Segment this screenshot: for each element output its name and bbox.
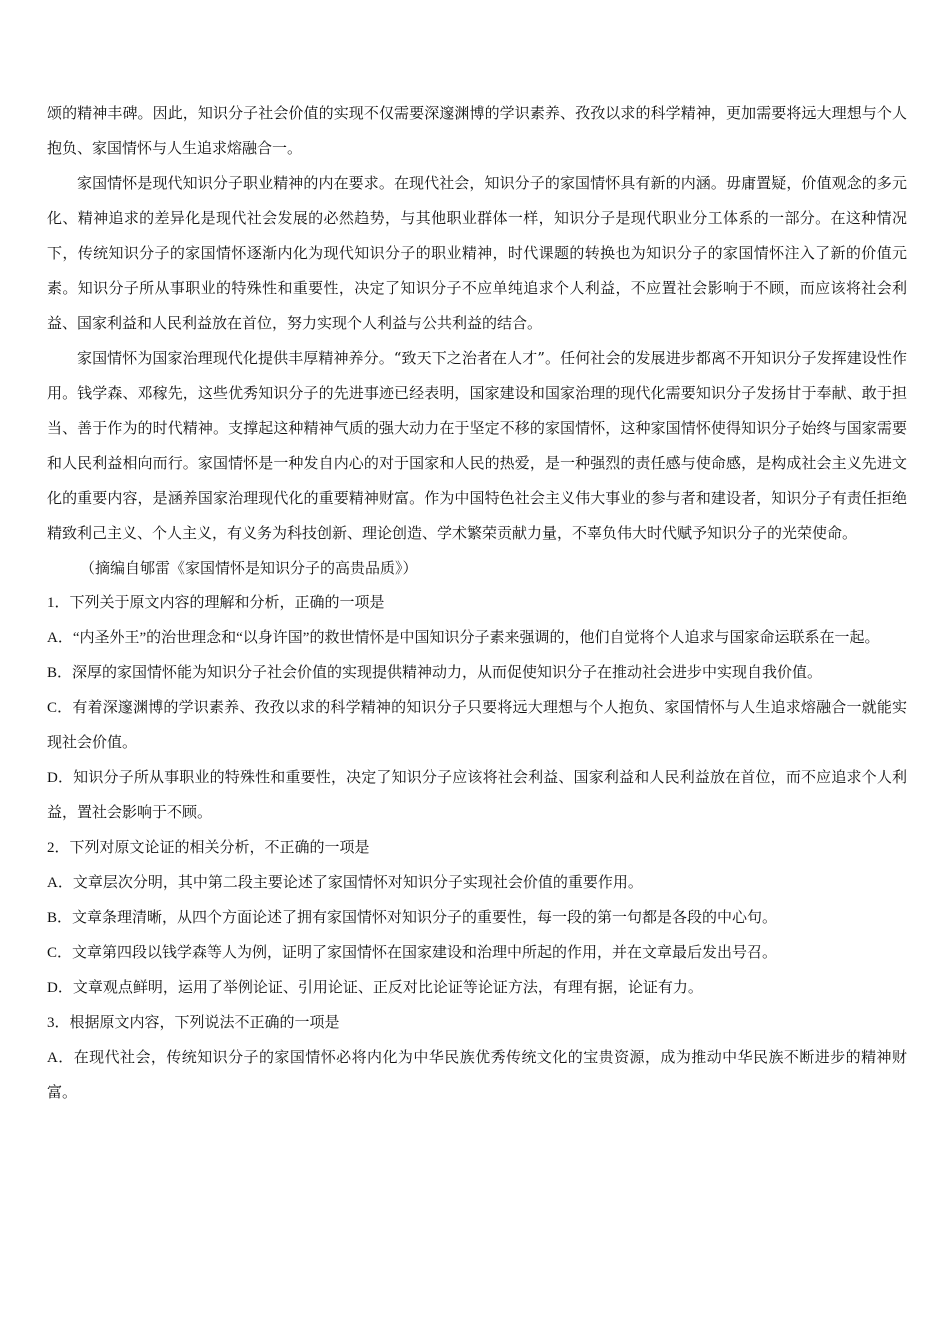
question-stem: 3．根据原文内容，下列说法不正确的一项是	[47, 1015, 340, 1031]
passage-source: （摘编自郇雷《家国情怀是知识分子的高贵品质》）	[80, 559, 418, 577]
passage-paragraph-1: 颂的精神丰碑。因此，知识分子社会价值的实现不仅需要深邃渊博的学识素养、孜孜以求的科学精神，更加需要将远大理想与个人抱负、家国情怀与人生追求熔融合一。	[47, 104, 907, 157]
document-page	[47, 96, 907, 1111]
passage-paragraph-3: 家国情怀为国家治理现代化提供丰厚精神养分。“致天下之治者在人才”。任何社会的发展进步都离不开知识分子发挥建设性作用。钱学森、邓稼先，这些优秀知识分子的先进事迹已经表明，国家建设和国家治理的现代化需要知识分子发扬甘于奉献、敢于担当、善于作为的时代精神。支撑起这种精神气质的强大动力在于坚定不移的家国情怀，这种家国情怀使得知识分子始终与国家需要和人民利益相向而行。家国情怀是一种发自内心的对于国家和人民的热爱，是一种强烈的责任感与使命感，是构成社会主义先进文化的重要内容，是涵养国家治理现代化的重要精神财富。作为中国特色社会主义伟大事业的参与者和建设者，知识分子有责任拒绝精致利己主义、个人主义，有义务为科技创新、理论创造、学术繁荣贡献力量，不辜负伟大时代赋予知识分子的光荣使命。	[47, 349, 907, 542]
option-c: C．文章第四段以钱学森等人为例，证明了家国情怀在国家建设和治理中所起的作用，并在文章最后发出号召。	[47, 945, 778, 961]
question-1	[47, 586, 907, 831]
option-a: A．在现代社会，传统知识分子的家国情怀必将内化为中华民族优秀传统文化的宝贵资源，成为推动中华民族不断进步的精神财富。	[47, 1050, 907, 1101]
option-c: C．有着深邃渊博的学识素养、孜孜以求的科学精神的知识分子只要将远大理想与个人抱负、家国情怀与人生追求熔融合一就能实现社会价值。	[47, 700, 907, 751]
question-stem: 1．下列关于原文内容的理解和分析，正确的一项是	[47, 595, 385, 611]
option-b: B．深厚的家国情怀能为知识分子社会价值的实现提供精神动力，从而促使知识分子在推动社会进步中实现自我价值。	[47, 665, 823, 681]
question-2	[47, 831, 907, 1006]
question-3	[47, 1006, 907, 1111]
option-a: A．文章层次分明，其中第二段主要论述了家国情怀对知识分子实现社会价值的重要作用。	[47, 875, 643, 891]
option-d: D．知识分子所从事职业的特殊性和重要性，决定了知识分子应该将社会利益、国家利益和人民利益放在首位，而不应追求个人利益，置社会影响于不顾。	[47, 770, 907, 821]
passage-paragraph-2: 家国情怀是现代知识分子职业精神的内在要求。在现代社会，知识分子的家国情怀具有新的内涵。毋庸置疑，价值观念的多元化、精神追求的差异化是现代社会发展的必然趋势，与其他职业群体一样，知识分子是现代职业分工体系的一部分。在这种情况下，传统知识分子的家国情怀逐渐内化为现代知识分子的职业精神，时代课题的转换也为知识分子的家国情怀注入了新的价值元素。知识分子所从事职业的特殊性和重要性，决定了知识分子不应单纯追求个人利益，不应置社会影响于不顾，而应该将社会利益、国家利益和人民利益放在首位，努力实现个人利益与公共利益的结合。	[47, 174, 907, 332]
option-a: A．“内圣外王”的治世理念和“以身许国”的救世情怀是中国知识分子素来强调的，他们自觉将个人追求与国家命运联系在一起。	[47, 630, 880, 646]
option-b: B．文章条理清晰，从四个方面论述了拥有家国情怀对知识分子的重要性，每一段的第一句都是各段的中心句。	[47, 910, 778, 926]
option-d: D．文章观点鲜明，运用了举例论证、引用论证、正反对比论证等论证方法，有理有据，论证有力。	[47, 980, 703, 996]
question-stem: 2．下列对原文论证的相关分析，不正确的一项是	[47, 840, 370, 856]
